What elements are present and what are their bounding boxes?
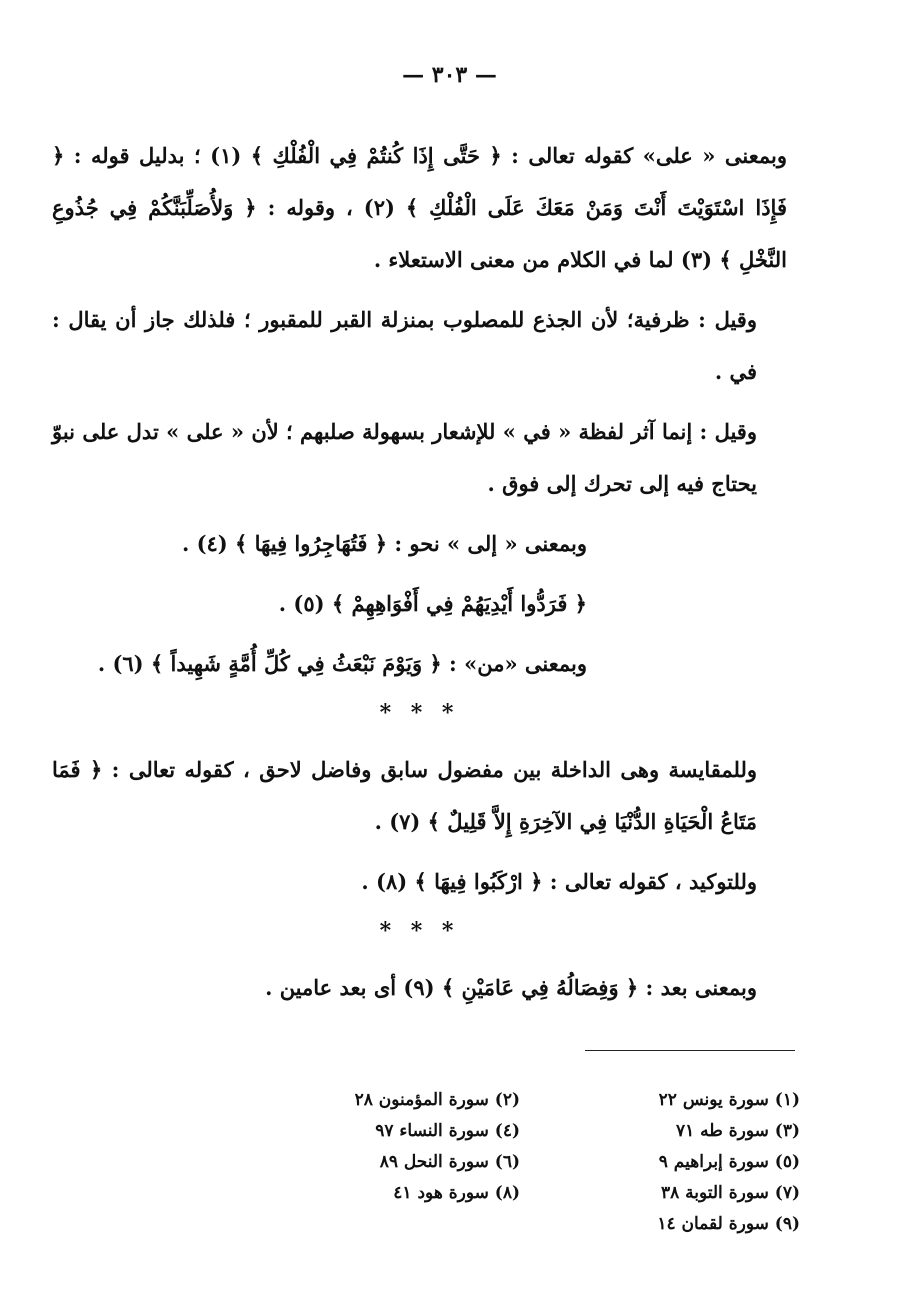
- footnote-5: (٥) سورة إبراهيم ٩: [658, 1152, 800, 1172]
- footnotes: [240, 1090, 800, 1245]
- paragraph-bad: وبمعنى بعد : ﴿ وَفِصَالُهُ فِي عَامَيْنِ ﴾ (٩) أى بعد عامين .: [265, 975, 757, 1000]
- footnote-row: [240, 1214, 800, 1245]
- footnote-row: [240, 1152, 800, 1183]
- main-text: [52, 130, 787, 1022]
- paragraph-muqayasa: وللمقايسة وهى الداخلة بين مفضول سابق وفاضل لاحق ، كقوله تعالى : ﴿ فَمَا مَتَاعُ الْحَيَاةِ الدُّنْيَا فِي الآخِرَةِ إِلاَّ قَلِيلٌ ﴾ (٧) .: [52, 757, 757, 834]
- footnote-row: [240, 1090, 800, 1121]
- footnote-row: [240, 1121, 800, 1152]
- paragraph-faraddu: ﴿ فَرَدُّوا أَيْدِيَهُمْ فِي أَفْوَاهِهِمْ ﴾ (٥) .: [278, 591, 587, 616]
- paragraph-ila: وبمعنى « إلى » نحو : ﴿ فَتُهَاجِرُوا فِيهَا ﴾ (٤) .: [181, 531, 587, 556]
- footnote-9: (٩) سورة لقمان ١٤: [657, 1214, 800, 1234]
- footnote-6: (٦) سورة النحل ٨٩: [379, 1152, 520, 1172]
- paragraph-zarfiya: وقيل : ظرفية؛ لأن الجذع للمصلوب بمنزلة القبر للمقبور ؛ فلذلك جاز أن يقال : في .: [52, 307, 757, 384]
- separator-1: * * *: [379, 700, 460, 726]
- footnote-7: (٧) سورة التوبة ٣٨: [660, 1183, 800, 1203]
- paragraph-ishar: وقيل : إنما آثر لفظة « في » للإشعار بسهولة صلبهم ؛ لأن « على » تدل على نبوّ يحتاج فيه إلى تحرك إلى فوق .: [52, 419, 757, 496]
- footnote-4: (٤) سورة النساء ٩٧: [375, 1121, 520, 1141]
- paragraph-tawkid: وللتوكيد ، كقوله تعالى : ﴿ ارْكَبُوا فِيهَا ﴾ (٨) .: [361, 869, 757, 894]
- footnote-row: [240, 1183, 800, 1214]
- footnote-1: (١) سورة يونس ٢٢: [658, 1090, 800, 1110]
- page-number: — ٣٠٣ —: [402, 62, 497, 88]
- paragraph-ala: وبمعنى « على» كقوله تعالى : ﴿ حَتَّى إِذَا كُنتُمْ فِي الْفُلْكِ ﴾ (١) ؛ بدليل قوله : ﴿ فَإِذَا اسْتَوَيْتَ أَنْتَ وَمَنْ مَعَكَ عَلَى الْفُلْكِ ﴾ (٢) ، وقوله : ﴿ وَلأُصَلِّبَنَّكُمْ فِي جُذُوعِ النَّخْلِ ﴾ (٣) لما في الكلام من معنى الاستعلاء .: [52, 143, 787, 272]
- paragraph-min: وبمعنى «من» : ﴿ وَيَوْمَ نَبْعَثُ فِي كُلِّ أُمَّةٍ شَهِيداً ﴾ (٦) .: [97, 651, 587, 676]
- footnote-3: (٣) سورة طه ٧١: [675, 1121, 800, 1141]
- separator-2: * * *: [379, 918, 460, 944]
- footnote-2: (٢) سورة المؤمنون ٢٨: [354, 1090, 520, 1110]
- footnote-divider: [585, 1050, 795, 1051]
- footnote-8: (٨) سورة هود ٤١: [393, 1183, 520, 1203]
